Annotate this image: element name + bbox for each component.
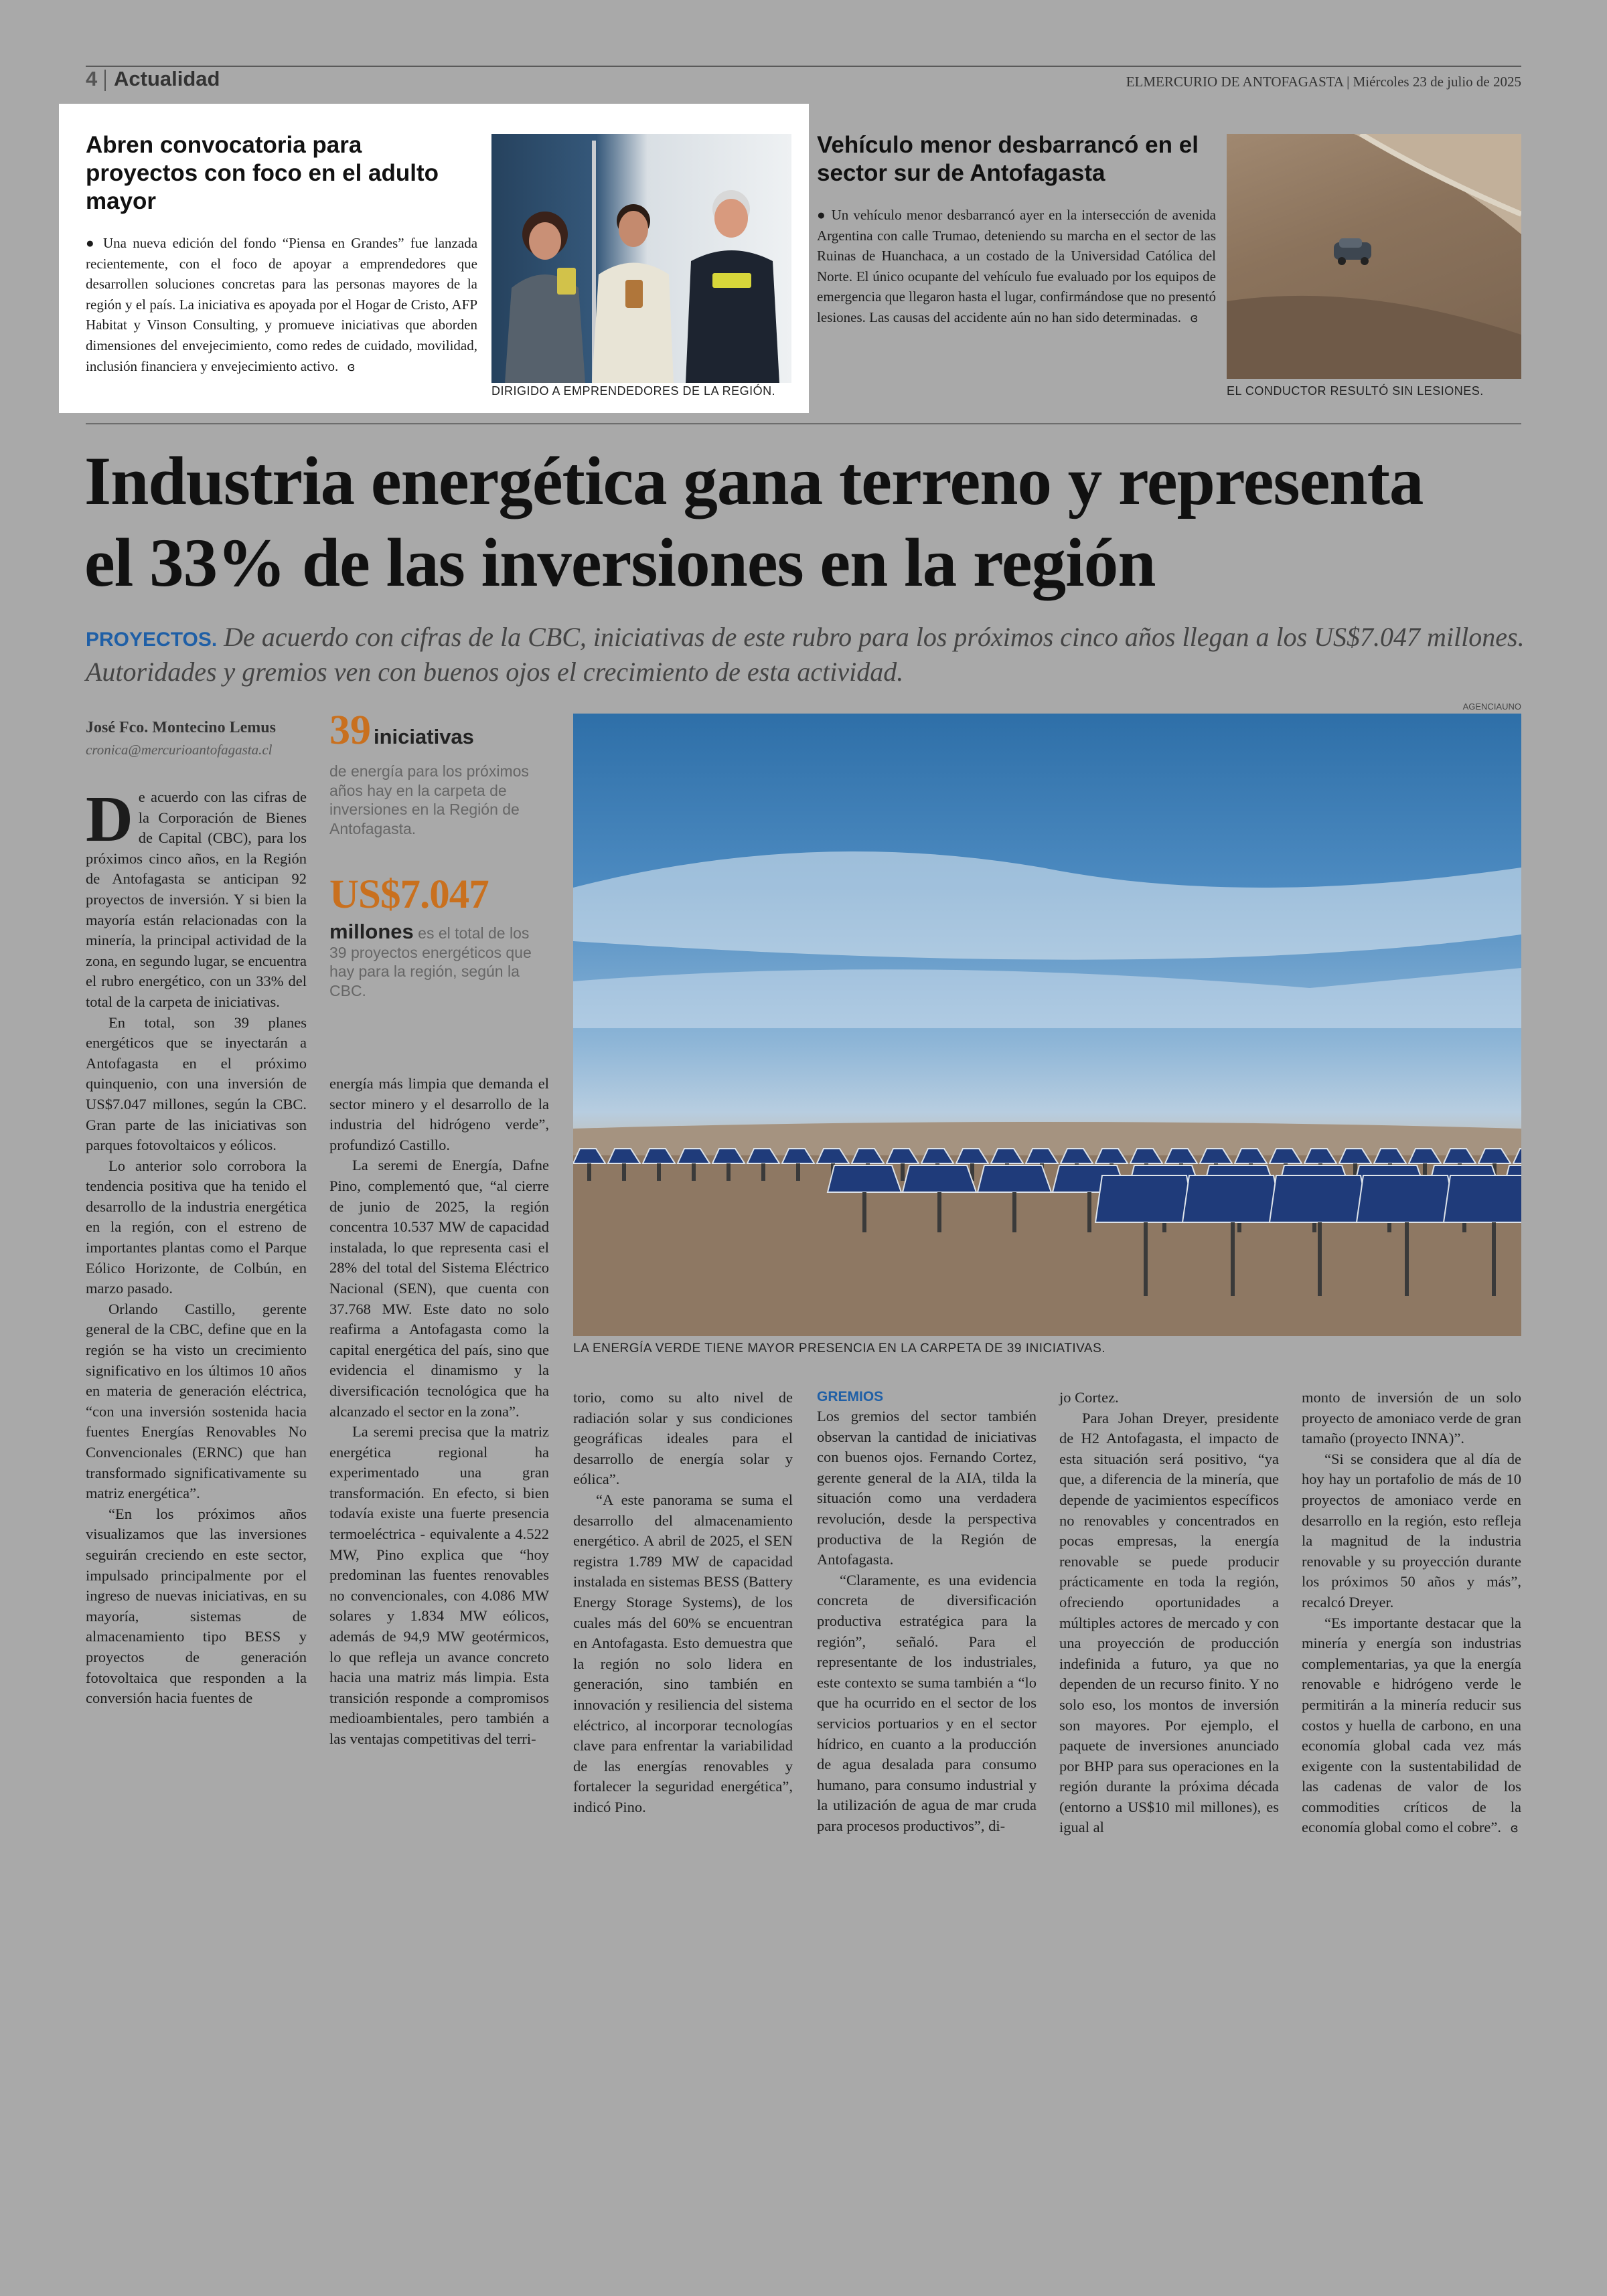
section-name: Actualidad xyxy=(114,67,220,90)
author-email: cronica@mercurioantofagasta.cl xyxy=(86,742,273,758)
column-2-paragraph-1: energía más limpia que demanda el sector minero y el desarrollo de la industria del hidrógeno verde”, profundizó Castillo. xyxy=(329,1075,549,1153)
end-mark-icon: ɞ xyxy=(1510,1821,1519,1836)
page-number: 4 xyxy=(86,67,98,90)
headline-line-1: Industria energética gana terreno y representa xyxy=(84,443,1424,519)
column-4-paragraph-2: “Claramente, es una evidencia concreta de diversificación productiva estratégica para la región”, señaló. Para el representante de los industriales, este contexto se suma también a “lo que ha ocurrido en el sector de los servicios portuarios y en el sector hídrico, en cuanto a la producción de agua desalada para consumo humano, para consumo industrial y la utilización de agua de mar cruda para procesos productivos”, di- xyxy=(817,1571,1037,1834)
article-body xyxy=(0,783,1607,1925)
column-1-paragraph-3: Lo anterior solo corrobora la tendencia positiva que ha tenido el desarrollo de la industria energética en la región, con el estreno de importantes plantas como el Parque Eólico Horizonte, de Colbún, en marzo pasado. xyxy=(86,1157,307,1297)
bullet-dot-icon: ● xyxy=(86,235,97,251)
brief-1-body: Una nueva edición del fondo “Piensa en Grandes” fue lanzada recientemente, con el foco de apoyar a emprendedores que desarrollen soluciones concretas para las personas mayores de la región y el país. La iniciativa es apoyada por el Hogar de Cristo, AFP Habitat y Vinson Consulting, y promueve iniciativas que aborden dimensiones del envejecimiento, como redes de cuidado, movilidad, inclusión financiera y envejecimiento activo. xyxy=(86,235,478,374)
column-1 xyxy=(86,783,307,1709)
fact-2-unit: millones xyxy=(329,920,414,943)
author-name: José Fco. Montecino Lemus xyxy=(86,719,276,736)
column-1-paragraph-2: En total, son 39 planes energéticos que se inyectarán a Antofagasta en el próximo quinquenio, con una inversión de US$7.047 millones, según la CBC. Gran parte de las iniciativas son parques fotovoltaicos y eólicos. xyxy=(86,1013,307,1154)
brief-2 xyxy=(817,131,1216,329)
fact-2-text: es el total de los 39 proyectos energéticos que hay para la región, según la CBC. xyxy=(329,924,532,999)
deck-text: De acuerdo con cifras de la CBC, iniciativas de este rubro para los próximos cinco años llegan a los US$7.047 millones. Autoridades y gremios ven con buenos ojos el crecimiento de esta actividad. xyxy=(86,622,1525,687)
brief-2-photo xyxy=(1227,134,1521,379)
brief-1-text xyxy=(86,233,477,378)
fact-1 xyxy=(329,710,546,762)
column-2-paragraph-2: La seremi de Energía, Dafne Pino, complementó que, “al cierre de junio de 2025, la región concentra 10.537 MW de capacidad instalada, lo que representa casi el 28% del total del Sistema Eléctrico Nacional (SEN), que cuenta con 37.768 MW. Este dato no solo reafirma a Antofagasta como la capital energética del país, sino que evidencia el dinamismo y la diversificación tecnológica que ha alcanzado el sector en la zona”. xyxy=(329,1157,549,1420)
brief-1 xyxy=(86,131,477,378)
column-1-paragraph-4: Orlando Castillo, gerente general de la CBC, define que en la región se ha visto un crecimiento significativo en los últimos 10 años en materia de generación eléctrica, “con una inversión sostenida hacia fuentes Energías Renovables No Convencionales (ERNC) que han transformado significativamente su matriz energética”. xyxy=(86,1300,307,1502)
deck xyxy=(86,621,1525,688)
people-with-trophies-illustration xyxy=(491,134,791,383)
column-3-paragraph-1: torio, como su alto nivel de radiación solar y sus condiciones geográficas ideales para el desarrollo de energía solar y eólica”. xyxy=(573,1389,793,1488)
column-3 xyxy=(573,1388,793,1817)
column-5 xyxy=(1059,1388,1279,1838)
brief-2-caption: EL CONDUCTOR RESULTÓ SIN LESIONES. xyxy=(1227,384,1484,398)
column-2-paragraph-3: La seremi precisa que la matriz energética regional ha experimentado una gran transformación. En efecto, si bien todavía existe una fuerte presencia termoeléctrica - equivalente a 4.522 MW, Pino explica que “hoy predominan las fuentes renovables no convencionales, con 4.086 MW solares y 1.834 MW eólicos, además de 94,9 MW geotérmicos, lo que refleja un avance concreto hacia una matriz más limpia. Esta transición responde a compromisos medioambientales, pero también a las ventajas competitivas del terri- xyxy=(329,1423,549,1747)
column-2 xyxy=(329,1074,549,1750)
brief-1-caption: DIRIGIDO A EMPRENDEDORES DE LA REGIÓN. xyxy=(491,384,776,398)
brief-2-title: Vehículo menor desbarrancó en el sector sur de Antofagasta xyxy=(817,132,1199,186)
brief-1-photo xyxy=(491,134,791,383)
column-1-paragraph-5: “En los próximos años visualizamos que las inversiones seguirán creciendo en este sector, impulsado principalmente por el ingreso de nuevas iniciativas, en su mayoría, sistemas de almacenamiento tipo BESS y proyectos de generación fotovoltaica que responden a la conversión hacia fuentes de xyxy=(86,1505,307,1707)
column-5-paragraph-2: Para Johan Dreyer, presidente de H2 Antofagasta, el impacto de esta situación será positivo, “ya que, a diferencia de la minería, que depende de yacimientos específicos no renovables y concentrados en pocas empresas, la energía renovable se puede producir prácticamente en toda la región, ofreciendo oportunidades a múltiples actores de mercado y con una proyección de producción indefinida a futuro, ya que no dependen de un recurso finito. Y no solo eso, los montos de inversión son mayores. Por ejemplo, el paquete de inversiones anunciado por BHP para sus operaciones en la región durante la próxima década (entorno a US$10 mil millones), es igual al xyxy=(1059,1409,1279,1836)
column-1-paragraph-1: D e acuerdo con las cifras de la Corporación de Bienes de Capital (CBC), para los próximos cinco años, en la Región de Antofagasta se anticipan 92 proyectos de inversión. Y si bien la mayoría están relacionadas con la minería, la principal actividad de la zona, en segundo lugar, se encuentra el rubro energético, con un 33% del total de la carpeta de iniciativas. xyxy=(86,783,307,1010)
headline-line-2: el 33% de las inversiones en la región xyxy=(84,525,1156,601)
column-3-paragraph-2: “A este panorama se suma el desarrollo del almacenamiento energético. A abril de 2025, el SEN registra 1.789 MW de capacidad instalada en sistemas BESS (Battery Energy Storage Systems), de los cuales más del 60% se encuentran en Antofagasta. Esto demuestra que la región no solo lidera en generación, sino también en innovación y resiliencia del sistema eléctrico, al incorporar tecnologías clave para enfrentar la variabilidad de las energías renovables y fortalecer la seguridad energética”, indicó Pino. xyxy=(573,1491,793,1815)
column-6-paragraph-2: “Si se considera que al día de hoy hay un portafolio de más de 10 proyectos de amoniaco verde en desarrollo en la región, esto refleja la magnitud de la industria renovable y su proyección durante los próximos 50 años y más”, recalcó Dreyer. xyxy=(1302,1450,1521,1611)
column-6-paragraph-1: monto de inversión de un solo proyecto de amoniaco verde de gran tamaño (proyecto INNA)”. xyxy=(1302,1389,1521,1447)
brief-2-text xyxy=(817,205,1216,329)
bullet-dot-icon: ● xyxy=(817,207,827,223)
page-number-divider xyxy=(104,70,106,91)
fact-2-number: US$7.047 xyxy=(329,872,489,917)
column-4-paragraph-1: Los gremios del sector también observan la cantidad de iniciativas con buenos ojos. Fernando Cortez, gerente general de la AIA, tilda la situación como una verdadera revolución, desde la perspectiva productiva de la Región de Antofagasta. xyxy=(817,1408,1037,1568)
top-rule xyxy=(86,66,1521,67)
main-photo-caption: LA ENERGÍA VERDE TIENE MAYOR PRESENCIA EN LA CARPETA DE 39 INICIATIVAS. xyxy=(573,1341,1106,1356)
main-headline xyxy=(84,440,1531,604)
publication-date: ELMERCURIO DE ANTOFAGASTA | Miércoles 23 de julio de 2025 xyxy=(1126,74,1521,90)
kicker: PROYECTOS. xyxy=(86,629,218,651)
subhead-gremios: GREMIOS xyxy=(817,1389,884,1404)
hillside-car-illustration xyxy=(1227,134,1521,379)
fact-1-unit: iniciativas xyxy=(374,725,474,748)
photo-credit: AGENCIAUNO xyxy=(1462,702,1521,712)
column-4 xyxy=(817,1388,1037,1836)
brief-2-body: Un vehículo menor desbarrancó ayer en la intersección de avenida Argentina con calle Trumao, deteniendo su marcha en el sector de las Ruinas de Huanchaca, a un costado de la Universidad Católica del Norte. El único ocupante del vehículo fue evaluado por los equipos de emergencia que llegaron hasta el lugar, confirmándose que no presentó lesiones. Las causas del accidente aún no han sido determinadas. xyxy=(817,207,1217,325)
fact-1-number: 39 xyxy=(329,708,371,753)
column-5-paragraph-1: jo Cortez. xyxy=(1059,1389,1119,1406)
brief-1-title: Abren convocatoria para proyectos con foco en el adulto mayor xyxy=(86,132,439,214)
column-6-paragraph-3: “Es importante destacar que la minería y energía son industrias complementarias, ya que la energía renovable e hidrógeno verde le permitirán a la minería reducir sus costos y huella de carbono, en una economía global cada vez más exigente con la sustentabilidad de las cadenas de valor de los commodities críticos de la economía global como el cobre”. ɞ xyxy=(1302,1614,1521,1836)
end-mark-icon: ɞ xyxy=(347,359,356,374)
end-mark-icon: ɞ xyxy=(1190,311,1199,325)
fact-1-text: de energía para los próximos años hay en la carpeta de inversiones en la Región de Antofagasta. xyxy=(329,762,529,837)
column-6 xyxy=(1302,1388,1521,1839)
drop-cap: D xyxy=(86,783,133,855)
briefs-bottom-rule xyxy=(86,423,1521,424)
